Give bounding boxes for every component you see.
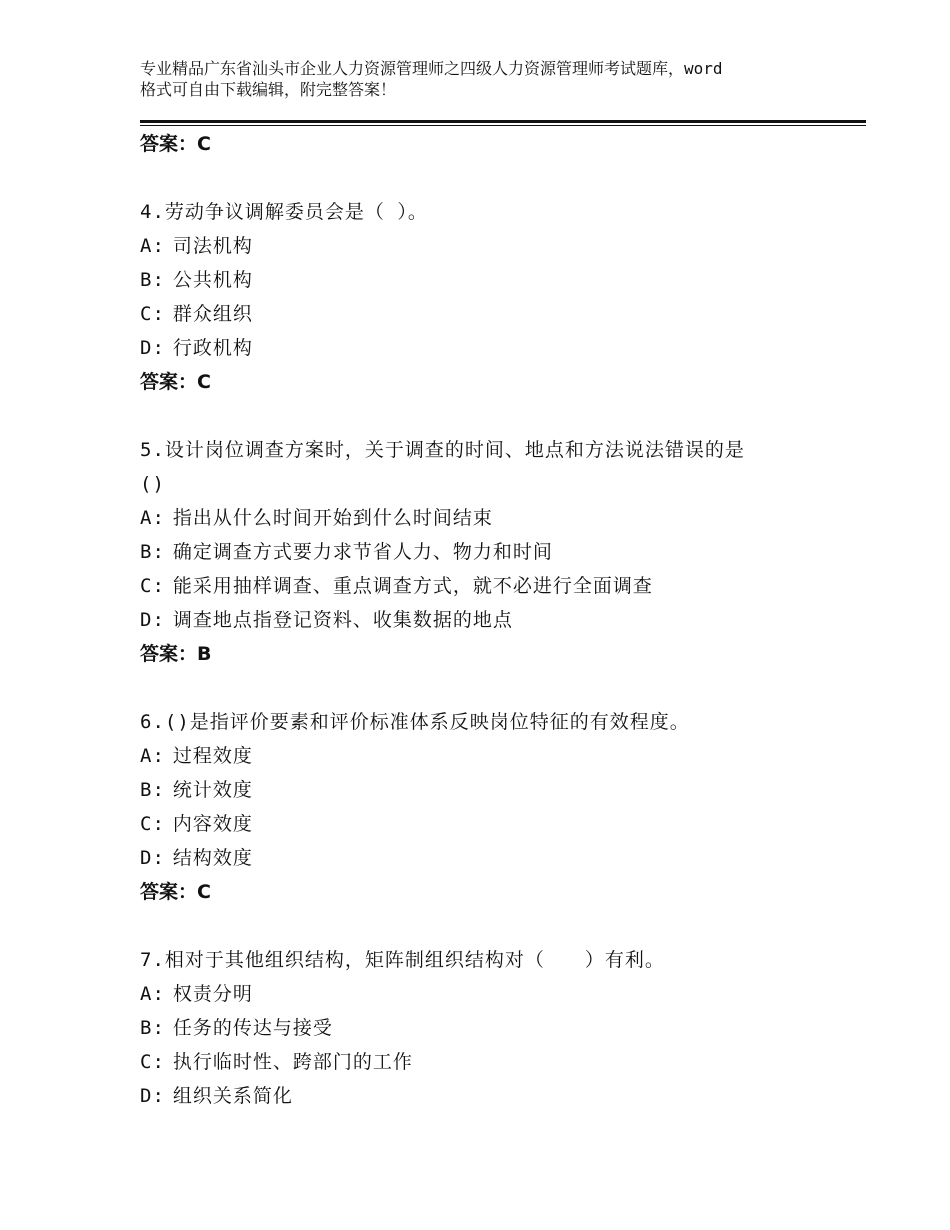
question-stem: 7.相对于其他组织结构，矩阵制组织结构对（ ）有利。	[140, 949, 665, 971]
option-label: D:	[140, 609, 165, 631]
option-d	[140, 331, 860, 365]
option-d	[140, 841, 860, 875]
option-label: D:	[140, 847, 165, 869]
spacer	[140, 909, 860, 943]
option-text: 内容效度	[172, 813, 253, 835]
question-4	[140, 195, 860, 399]
spacer	[140, 161, 860, 195]
option-label: B:	[140, 1017, 165, 1039]
option-label: B:	[140, 269, 165, 291]
answer: 答案：C	[140, 371, 211, 393]
option-label: B:	[140, 779, 165, 801]
option-text: 任务的传达与接受	[172, 1017, 333, 1039]
option-c	[140, 569, 860, 603]
option-label: A:	[140, 235, 165, 257]
spacer	[140, 399, 860, 433]
spacer	[140, 671, 860, 705]
option-text: 指出从什么时间开始到什么时间结束	[172, 507, 493, 529]
option-label: A:	[140, 745, 165, 767]
question-list	[140, 127, 860, 1113]
option-label: C:	[140, 575, 165, 597]
question-stem-continuation: ()	[140, 473, 165, 495]
option-d	[140, 1079, 860, 1113]
option-c	[140, 297, 860, 331]
option-text: 权责分明	[172, 983, 253, 1005]
option-text: 调查地点指登记资料、收集数据的地点	[172, 609, 513, 631]
option-label: B:	[140, 541, 165, 563]
option-a	[140, 501, 860, 535]
document-header	[140, 58, 840, 100]
question-stem: 6.()是指评价要素和评价标准体系反映岗位特征的有效程度。	[140, 711, 690, 733]
option-text: 统计效度	[172, 779, 253, 801]
option-text: 结构效度	[172, 847, 253, 869]
option-b	[140, 773, 860, 807]
question-6	[140, 705, 860, 909]
option-c	[140, 807, 860, 841]
option-c	[140, 1045, 860, 1079]
question-7	[140, 943, 860, 1113]
option-a	[140, 229, 860, 263]
option-text: 群众组织	[172, 303, 253, 325]
option-text: 组织关系简化	[172, 1085, 293, 1107]
option-b	[140, 535, 860, 569]
header-line-1: 专业精品广东省汕头市企业人力资源管理师之四级人力资源管理师考试题库，word	[140, 59, 723, 78]
option-label: A:	[140, 507, 165, 529]
option-label: C:	[140, 813, 165, 835]
option-text: 能采用抽样调查、重点调查方式，就不必进行全面调查	[172, 575, 653, 597]
option-label: C:	[140, 303, 165, 325]
question-stem: 4.劳动争议调解委员会是（ ）。	[140, 201, 428, 223]
option-text: 执行临时性、跨部门的工作	[172, 1051, 413, 1073]
header-rule-thin	[140, 125, 866, 126]
option-b	[140, 1011, 860, 1045]
option-a	[140, 977, 860, 1011]
option-label: D:	[140, 337, 165, 359]
answer: 答案：B	[140, 643, 212, 665]
option-d	[140, 603, 860, 637]
option-text: 公共机构	[172, 269, 253, 291]
option-b	[140, 263, 860, 297]
answer: 答案：C	[140, 881, 211, 903]
header-rule-thick	[140, 120, 866, 123]
option-a	[140, 739, 860, 773]
option-text: 过程效度	[172, 745, 253, 767]
header-line-2: 格式可自由下载编辑，附完整答案！	[140, 80, 397, 99]
option-text: 司法机构	[172, 235, 253, 257]
option-text: 确定调查方式要力求节省人力、物力和时间	[172, 541, 553, 563]
answer-q3: 答案：C	[140, 133, 211, 155]
question-5	[140, 433, 860, 671]
option-label: A:	[140, 983, 165, 1005]
option-text: 行政机构	[172, 337, 253, 359]
option-label: D:	[140, 1085, 165, 1107]
question-stem: 5.设计岗位调查方案时，关于调查的时间、地点和方法说法错误的是	[140, 439, 745, 461]
option-label: C:	[140, 1051, 165, 1073]
